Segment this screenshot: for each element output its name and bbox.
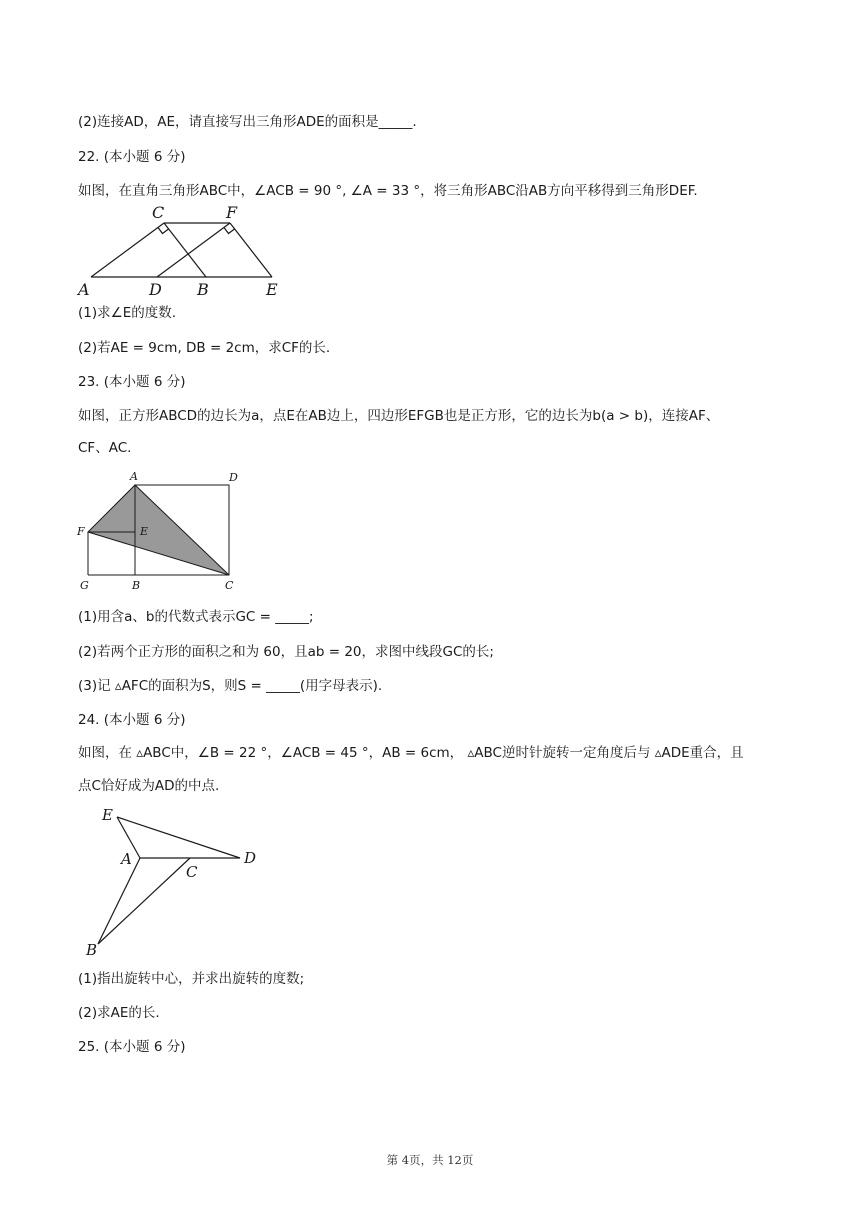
q22-figure-svg [76,200,296,300]
q23-label-d: D [229,471,238,484]
q23-part3: (3)记 ▵AFC的面积为S，则S = _____(用字母表示). [78,678,383,694]
q23-figure [74,468,249,594]
q23-shaded-triangle-afc [88,485,229,575]
q23-header: 23. (本小题 6 分) [78,374,186,390]
q22-part2: (2)若AE = 9cm, DB = 2cm，求CF的长. [78,340,331,356]
q24-label-b: B [86,941,98,959]
q23-label-a: A [130,470,138,483]
q22-segment-fe [230,223,272,277]
q22-label-a: A [78,280,90,299]
q24-figure-svg [84,802,264,962]
q23-label-g: G [80,579,89,592]
q22-segment-cb [164,223,206,277]
q24-stem-line1: 如图，在 ▵ABC中，∠B = 22 °，∠ACB = 45 °，AB = 6cm， ▵ABC逆时针旋转一定角度后与 ▵ADE重合，且 [78,745,744,761]
q24-label-c: C [186,863,198,881]
q23-stem-line2: CF、AC. [78,440,132,456]
q22-header: 22. (本小题 6 分) [78,149,186,165]
q22-segment-df [157,223,230,277]
q24-figure [84,802,264,962]
q22-label-b: B [197,280,209,299]
q23-label-e: E [140,525,149,538]
q22-part1: (1)求∠E的度数. [78,305,177,321]
q25-header: 25. (本小题 6 分) [78,1039,186,1055]
q24-stem-line2: 点C恰好成为AD的中点. [78,778,220,794]
q23-label-b: B [132,579,141,592]
q23-label-c: C [225,579,234,592]
q22-label-e: E [266,280,278,299]
q22-label-f: F [226,203,238,222]
page-footer: 第 4页，共 12页 [386,1153,474,1167]
q23-part1: (1)用含a、b的代数式表示GC = _____; [78,609,314,625]
q22-label-d: D [149,280,162,299]
q22-stem: 如图，在直角三角形ABC中，∠ACB = 90 °, ∠A = 33 °，将三角形ABC沿AB方向平移得到三角形DEF. [78,183,698,199]
q22-figure [76,200,296,300]
q24-header: 24. (本小题 6 分) [78,712,186,728]
q24-segment-ed [117,817,240,858]
q24-label-a: A [121,850,132,868]
q23-stem-line1: 如图，正方形ABCD的边长为a，点E在AB边上，四边形EFGB也是正方形，它的边长为b(a > b)，连接AF、 [78,408,720,424]
q22-right-angle-c [158,228,169,234]
q24-part1: (1)指出旋转中心，并求出旋转的度数; [78,971,305,987]
q22-right-angle-f [224,228,235,234]
q24-segment-ab [98,858,140,944]
q23-label-f: F [77,525,85,538]
q22-label-c: C [152,203,165,222]
q22-segment-ac [91,223,164,277]
q24-segment-bc [98,858,190,944]
q24-part2: (2)求AE的长. [78,1005,160,1021]
q23-part2: (2)若两个正方形的面积之和为 60，且ab = 20，求图中线段GC的长; [78,644,494,660]
q21-part2: (2)连接AD，AE，请直接写出三角形ADE的面积是_____. [78,114,417,130]
q23-figure-svg [74,468,249,594]
q24-label-e: E [102,806,113,824]
q24-label-d: D [244,849,257,867]
